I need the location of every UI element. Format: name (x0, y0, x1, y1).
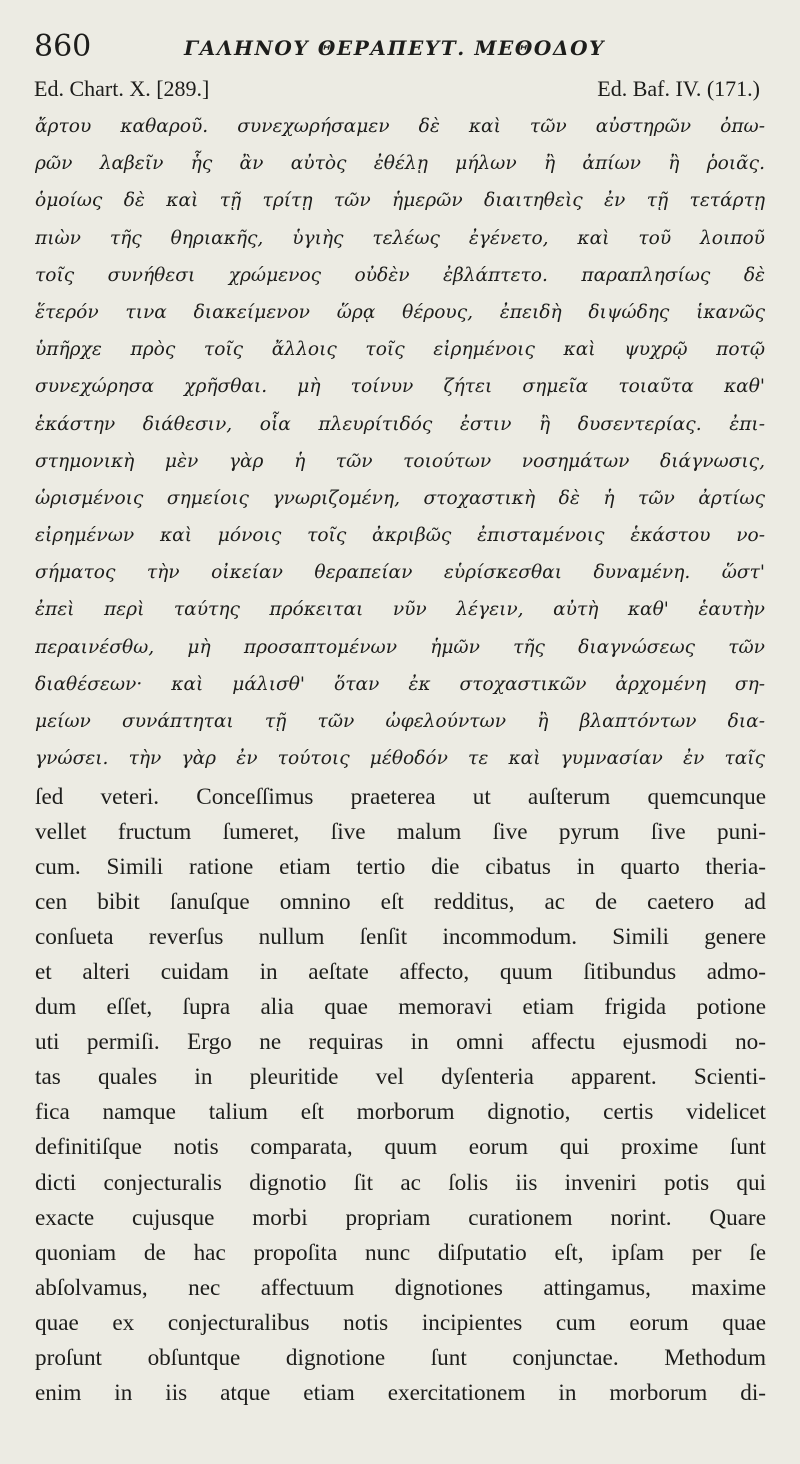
greek-line: γνώσει. τὴν γὰρ ἐν τούτοις μέθοδόν τε καὶ γυμνασίαν ἐν ταῖς (35, 748, 765, 770)
greek-line: στημονικὴ μὲν γὰρ ἡ τῶν τοιούτων νοσημάτων διάγνωσις, (35, 450, 765, 472)
latin-line: definitiſque notis comparata, quum eorum qui proxime ſunt (35, 1134, 766, 1161)
greek-line: εἰρημένων καὶ μόνοις τοῖς ἀκριβῶς ἐπισταμένοις ἑκάστου νο- (35, 525, 765, 547)
latin-line: vellet fructum ſumeret, ſive malum ſive pyrum ſive puni- (35, 819, 766, 846)
greek-line: μείων συνάπτηται τῇ τῶν ὠφελούντων ἢ βλαπτόντων δια- (35, 711, 765, 732)
latin-line: dicti conjecturalis dignotio ſit ac ſolis iis inveniri potis qui (35, 1169, 766, 1196)
latin-line: conſueta reverſus nullum ſenſit incommodum. Simili genere (35, 924, 766, 951)
greek-line: πιὼν τῆς θηριακῆς, ὑγιὴς τελέως ἐγένετο, καὶ τοῦ λοιποῦ (35, 227, 765, 249)
greek-line: συνεχώρησα χρῆσθαι. μὴ τοίνυν ζήτει σημεῖα τοιαῦτα καθ' (35, 376, 765, 398)
latin-line: dum eſſet, ſupra alia quae memoravi etiam frigida potione (35, 994, 766, 1021)
latin-line: cum. Simili ratione etiam tertio die cibatus in quarto theria- (35, 854, 766, 881)
latin-text-block (35, 780, 766, 1411)
latin-line: cen bibit ſanuſque omnino eſt redditus, ac de caetero ad (35, 889, 766, 916)
latin-line: tas quales in pleuritide vel dyſenteria apparent. Scienti- (35, 1064, 766, 1091)
greek-line: σήματος τὴν οἰκείαν θεραπείαν εὑρίσκεσθαι δυναμένη. ὥστ' (35, 562, 765, 584)
edition-chartier-reference: Ed. Chart. X. [289.] (34, 76, 210, 101)
latin-line: quae ex conjecturalibus notis incipientes cum eorum quae (35, 1309, 766, 1336)
greek-line: ἕτερόν τινα διακείμενον ὥρᾳ θέρους, ἐπειδὴ διψώδης ἱκανῶς (35, 301, 765, 323)
latin-line: et alteri cuidam in aeſtate affecto, quum ſitibundus admo- (35, 959, 766, 986)
running-head (34, 26, 774, 66)
latin-line: enim in iis atque etiam exercitationem in morborum di- (35, 1379, 766, 1406)
latin-line: proſunt obſuntque dignotione ſunt conjunctae. Methodum (35, 1344, 766, 1371)
greek-line: ὁμοίως δὲ καὶ τῇ τρίτῃ τῶν ἡμερῶν διαιτηθεὶς ἐν τῇ τετάρτῃ (35, 190, 765, 212)
greek-line: ἑκάστην διάθεσιν, οἷα πλευρίτιδός ἐστιν ἢ δυσεντερίας. ἐπι- (35, 413, 765, 435)
greek-line: ἄρτου καθαροῦ. συνεχωρήσαμεν δὲ καὶ τῶν αὐστηρῶν ὀπω- (35, 116, 765, 137)
latin-line: exacte cujusque morbi propriam curationem norint. Quare (35, 1204, 766, 1231)
latin-line: uti permiſi. Ergo ne requiras in omni affectu ejusmodi no- (35, 1029, 766, 1056)
greek-line: ἐπεὶ περὶ ταύτης πρόκειται νῦν λέγειν, αὐτὴ καθ' ἑαυτὴν (35, 599, 765, 621)
latin-line: abſolvamus, nec affectuum dignotiones attingamus, maxime (35, 1274, 766, 1301)
latin-line: quoniam de hac propoſita nunc diſputatio eſt, ipſam per ſe (35, 1239, 766, 1266)
greek-line: ρῶν λαβεῖν ἧς ἂν αὐτὸς ἐθέλῃ μήλων ἢ ἀπίων ἢ ῥοιᾶς. (35, 153, 765, 175)
greek-line: τοῖς συνήθεσι χρώμενος οὐδὲν ἐβλάπτετο. παραπλησίως δὲ (35, 264, 765, 286)
greek-text-block (35, 108, 765, 777)
page-number: 860 (34, 29, 92, 64)
running-title: ΓΑΛΗΝΟΥ ΘΕΡΑΠΕΥΤ. ΜΕΘΟΔΟΥ (184, 36, 605, 60)
greek-line: ὑπῆρχε πρὸς τοῖς ἄλλοις τοῖς εἰρημένοις καὶ ψυχρῷ ποτῷ (35, 339, 765, 361)
greek-line: διαθέσεων· καὶ μάλισθ' ὅταν ἐκ στοχαστικῶν ἀρχομένη ση- (35, 673, 765, 695)
greek-line: περαινέσθω, μὴ προσαπτομένων ἡμῶν τῆς διαγνώσεως τῶν (35, 636, 765, 658)
greek-line: ὡρισμένοις σημείοις γνωριζομένη, στοχαστικὴ δὲ ἡ τῶν ἀρτίως (35, 487, 765, 509)
latin-line: ſed veteri. Conceſſimus praeterea ut auſterum quemcunque (35, 784, 766, 810)
edition-basel-reference: Ed. Baf. IV. (171.) (597, 76, 760, 101)
edition-references (34, 76, 760, 104)
latin-line: fica namque talium eſt morborum dignotio, certis videlicet (35, 1099, 766, 1126)
